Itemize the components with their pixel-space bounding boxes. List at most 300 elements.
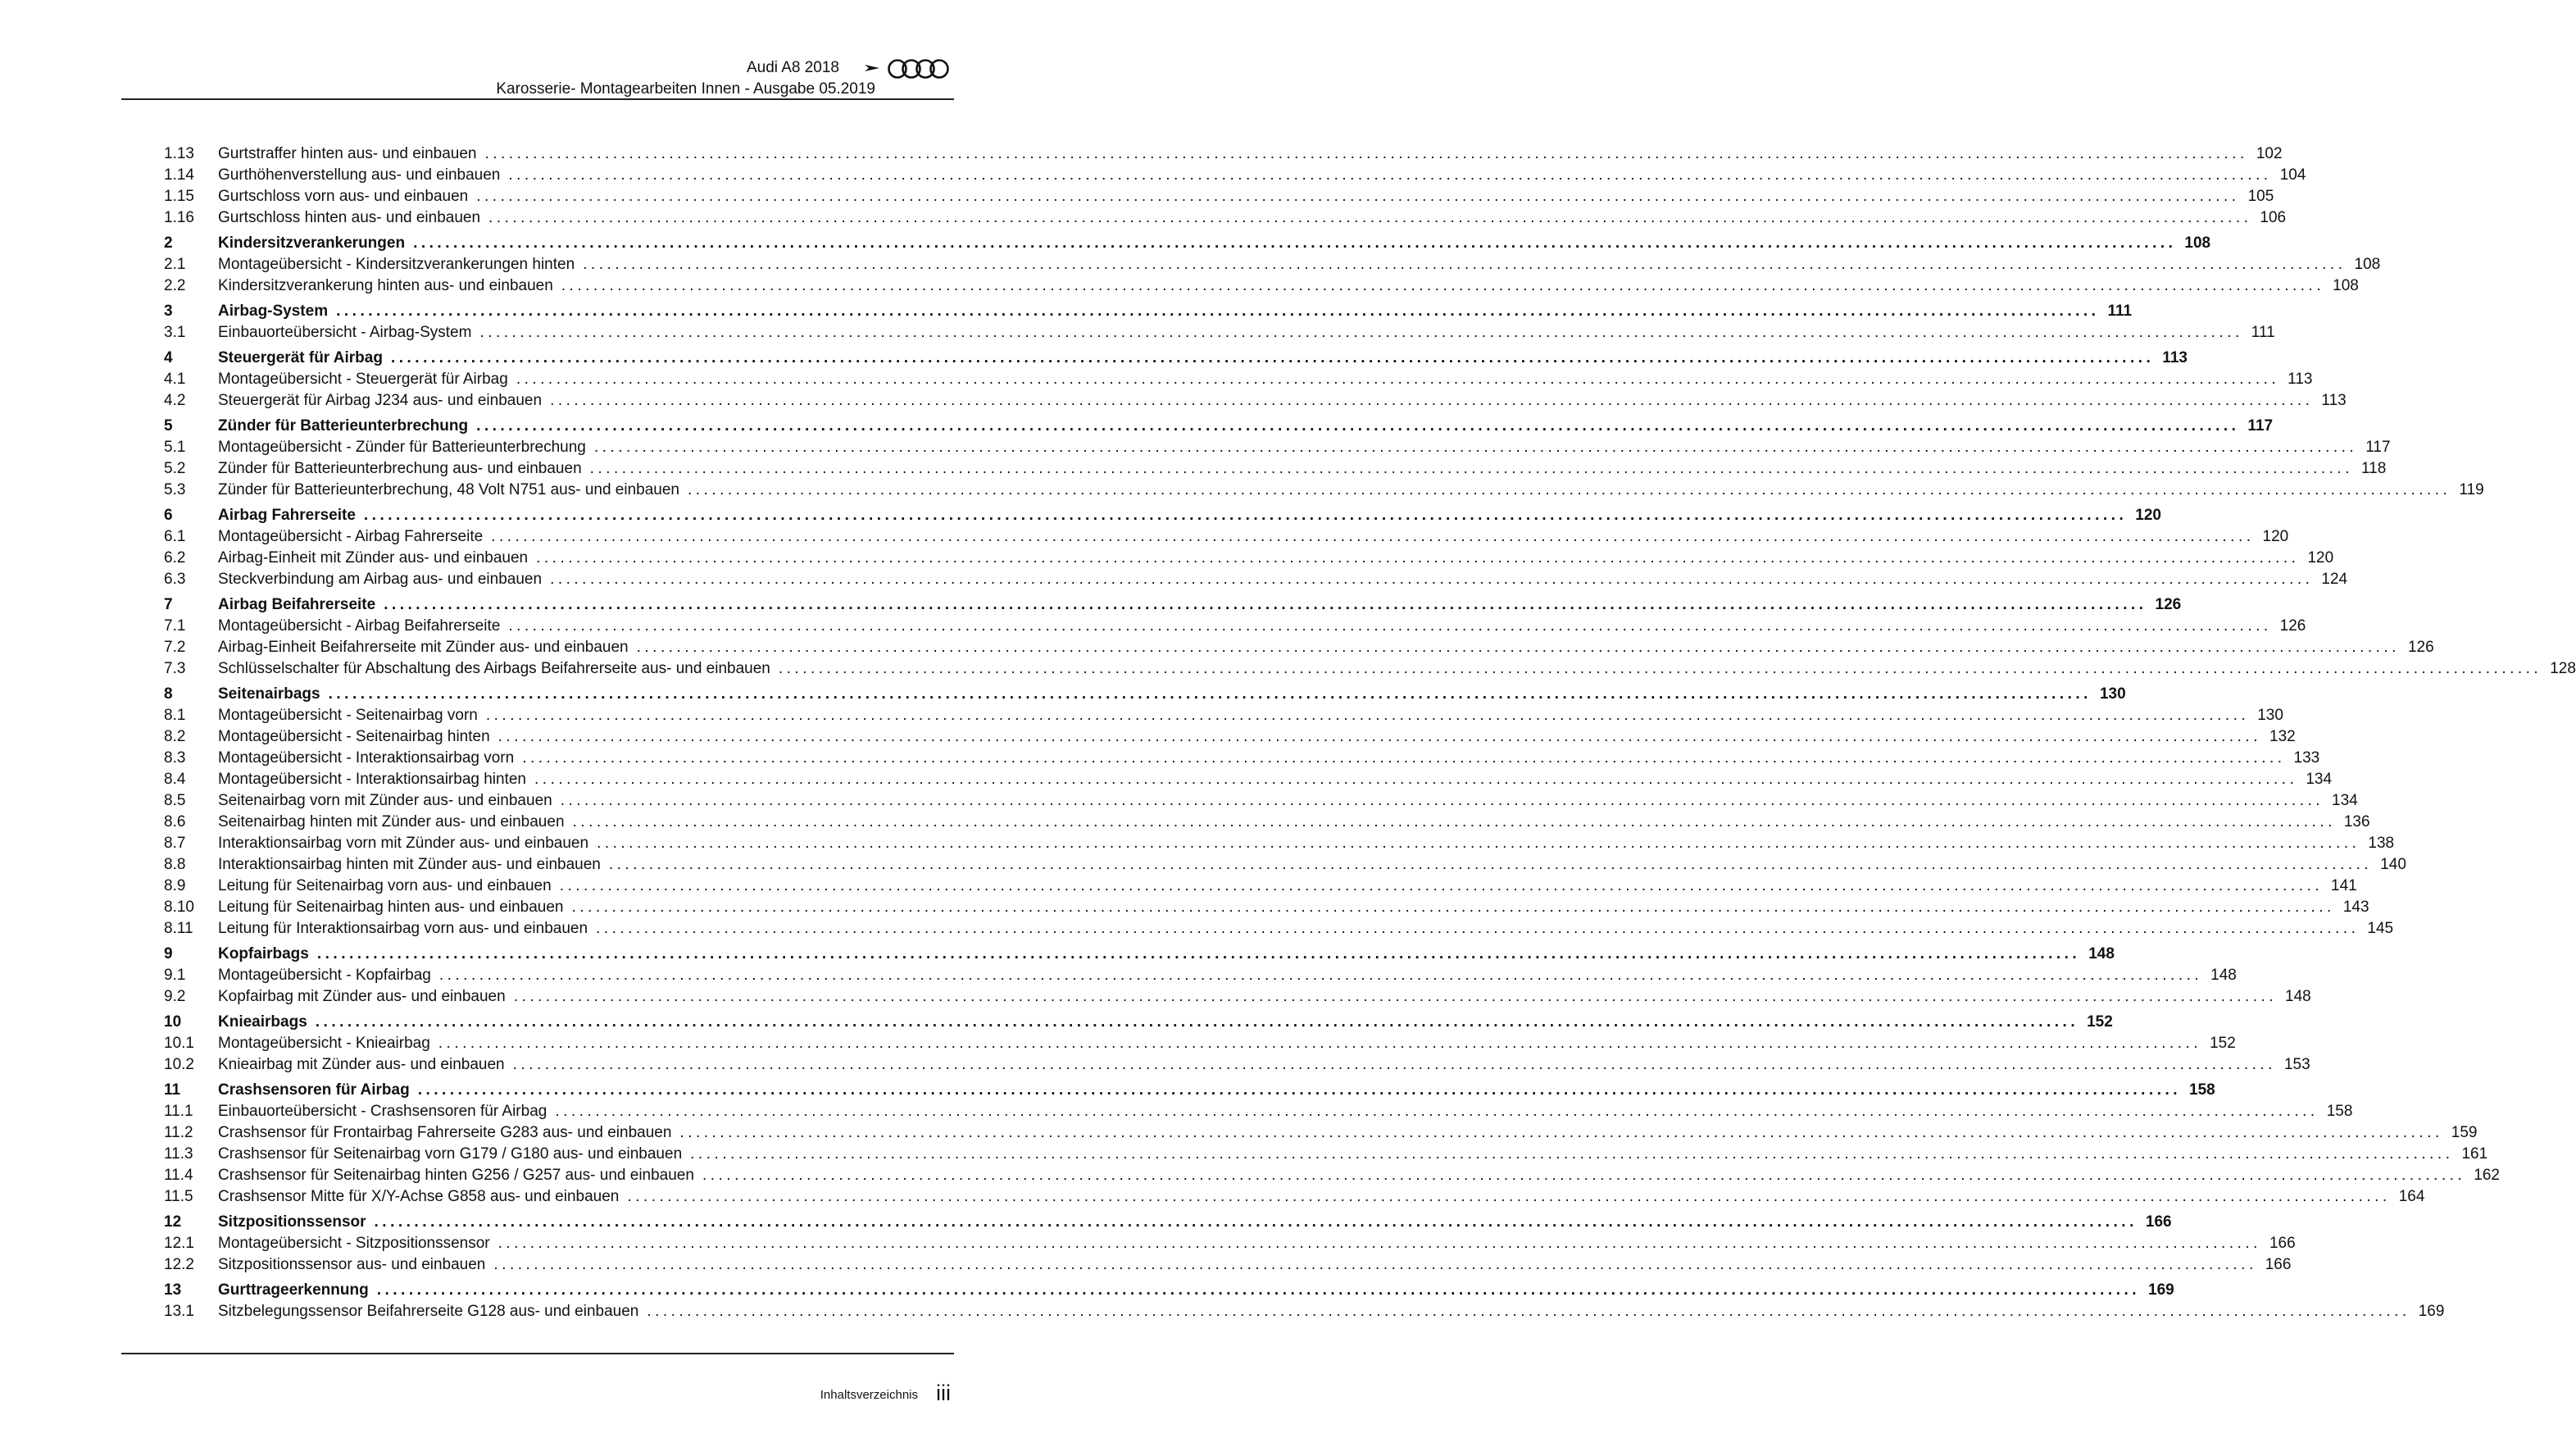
toc-entry-page: 158	[2189, 1081, 2215, 1099]
toc-dot-leader: ............................................................................................................................................................................................................................	[560, 792, 2324, 809]
toc-entry-body	[218, 616, 2306, 637]
toc-entry-title: Steckverbindung am Airbag aus- und einbauen	[218, 571, 543, 588]
toc-entry-page: 126	[2155, 596, 2182, 613]
toc-entry-row[interactable]	[164, 1101, 2353, 1122]
toc-chapter-row[interactable]	[164, 233, 2211, 254]
toc-entry-page: 148	[2088, 945, 2115, 962]
toc-entry-number: 8.1	[164, 707, 186, 724]
toc-entry-row[interactable]	[164, 965, 2237, 986]
toc-entry-title: Kindersitzverankerungen	[218, 234, 406, 252]
toc-entry-title: Einbauorteübersicht - Crashsensoren für Airbag	[218, 1103, 547, 1120]
toc-dot-leader: ............................................................................................................................................................................................................................	[534, 771, 2298, 788]
toc-entry-title: Kindersitzverankerung hinten aus- und einbauen	[218, 277, 553, 294]
toc-entry-row[interactable]	[164, 526, 2289, 548]
toc-dot-leader: ............................................................................................................................................................................................................................	[596, 920, 2360, 937]
toc-entry-number: 7	[164, 596, 173, 613]
toc-entry-body	[218, 1122, 2478, 1144]
toc-entry-page: 126	[2407, 639, 2434, 656]
toc-entry-title: Montageübersicht - Steuergerät für Airbag	[218, 371, 508, 388]
toc-entry-page: 136	[2343, 813, 2370, 830]
toc-entry-row[interactable]	[164, 986, 2311, 1008]
toc-entry-page: 120	[2262, 528, 2289, 545]
toc-entry-title: Sitzpositionssensor aus- und einbauen	[218, 1256, 486, 1273]
toc-entry-row[interactable]	[164, 254, 2381, 275]
toc-entry-page: 130	[2099, 685, 2126, 703]
toc-entry-title: Montageübersicht - Airbag Fahrerseite	[218, 528, 484, 545]
toc-chapter-row[interactable]	[164, 348, 2188, 369]
toc-entry-title: Crashsensor für Frontairbag Fahrerseite G283 aus- und einbauen	[218, 1124, 672, 1141]
toc-dot-leader: ............................................................................................................................................................................................................................	[550, 392, 2314, 409]
toc-entry-row[interactable]	[164, 569, 2348, 590]
toc-entry-title: Airbag Fahrerseite	[218, 507, 356, 524]
toc-dot-leader: ............................................................................................................................................................................................................................	[374, 1213, 2138, 1231]
toc-entry-title: Kopfairbag mit Zünder aus- und einbauen	[218, 988, 506, 1005]
toc-entry-title: Crashsensoren für Airbag	[218, 1081, 410, 1099]
toc-entry-row[interactable]	[164, 143, 2283, 165]
toc-entry-title: Seitenairbag hinten mit Zünder aus- und einbauen	[218, 813, 565, 830]
toc-entry-page: 134	[2306, 771, 2333, 788]
toc-entry-title: Sitzbelegungssensor Beifahrerseite G128 aus- und einbauen	[218, 1303, 639, 1320]
toc-dot-leader: ............................................................................................................................................................................................................................	[488, 209, 2252, 226]
toc-chapter-row[interactable]	[164, 1212, 2172, 1233]
toc-entry-title: Montageübersicht - Seitenairbag vorn	[218, 707, 478, 724]
toc-dot-leader: ............................................................................................................................................................................................................................	[493, 1256, 2257, 1273]
toc-entry-number: 8.2	[164, 728, 186, 745]
toc-entry-body	[218, 1212, 2172, 1233]
toc-entry-body	[218, 965, 2237, 986]
toc-entry-row[interactable]	[164, 854, 2406, 876]
toc-chapter-row[interactable]	[164, 416, 2274, 437]
toc-entry-row[interactable]	[164, 637, 2434, 658]
toc-entry-page: 126	[2279, 617, 2306, 635]
toc-entry-number: 4.1	[164, 371, 186, 388]
toc-dot-leader: ............................................................................................................................................................................................................................	[508, 166, 2272, 184]
toc-entry-row[interactable]	[164, 1033, 2236, 1054]
toc-entry-title: Montageübersicht - Zünder für Batterieunterbrechung	[218, 439, 586, 456]
toc-entry-number: 8.6	[164, 813, 186, 830]
toc-chapter-row[interactable]	[164, 594, 2182, 616]
toc-entry-number: 6	[164, 507, 173, 524]
toc-entry-body	[218, 790, 2358, 812]
toc-entry-row[interactable]	[164, 833, 2395, 854]
toc-entry-body	[218, 233, 2211, 254]
toc-dot-leader: ............................................................................................................................................................................................................................	[608, 856, 2373, 873]
toc-dot-leader: ............................................................................................................................................................................................................................	[597, 835, 2360, 852]
toc-entry-page: 153	[2283, 1056, 2310, 1073]
toc-entry-title: Montageübersicht - Interaktionsairbag hinten	[218, 771, 527, 788]
toc-chapter-row[interactable]	[164, 1012, 2113, 1033]
toc-entry-body	[218, 1101, 2353, 1122]
toc-entry-title: Montageübersicht - Knieairbag	[218, 1035, 430, 1052]
toc-entry-row[interactable]	[164, 790, 2358, 812]
header-model: Audi A8 2018	[746, 59, 839, 76]
toc-dot-leader: ............................................................................................................................................................................................................................	[778, 660, 2542, 677]
toc-entry-row[interactable]	[164, 369, 2313, 390]
toc-entry-row[interactable]	[164, 322, 2275, 344]
toc-entry-number: 8.7	[164, 835, 186, 852]
toc-entry-number: 1.15	[164, 188, 194, 205]
toc-entry-title: Gurtschloss vorn aus- und einbauen	[218, 188, 469, 205]
toc-entry-page: 106	[2260, 209, 2287, 226]
toc-entry-page: 164	[2398, 1188, 2425, 1205]
toc-chapter-row[interactable]	[164, 944, 2115, 965]
toc-entry-body	[218, 207, 2287, 229]
toc-entry-number: 6.3	[164, 571, 186, 588]
toc-dot-leader: ............................................................................................................................................................................................................................	[536, 549, 2300, 567]
toc-dot-leader: ............................................................................................................................................................................................................................	[516, 371, 2280, 388]
toc-entry-body	[218, 1012, 2113, 1033]
toc-entry-body	[218, 165, 2306, 186]
toc-entry-page: 161	[2461, 1145, 2488, 1163]
toc-entry-page: 113	[2288, 371, 2313, 388]
toc-entry-row[interactable]	[164, 275, 2359, 297]
toc-entry-body	[218, 1280, 2174, 1301]
toc-entry-title: Interaktionsairbag hinten mit Zünder aus- und einbauen	[218, 856, 601, 873]
toc-entry-title: Steuergerät für Airbag	[218, 349, 383, 366]
toc-entry-row[interactable]	[164, 897, 2369, 918]
toc-entry-body	[218, 726, 2296, 748]
toc-chapter-row[interactable]	[164, 1280, 2174, 1301]
toc-dot-leader: ............................................................................................................................................................................................................................	[647, 1303, 2410, 1320]
toc-entry-title: Crashsensor für Seitenairbag vorn G179 / G180 aus- und einbauen	[218, 1145, 683, 1163]
toc-entry-title: Knieairbags	[218, 1013, 307, 1031]
toc-dot-leader: ............................................................................................................................................................................................................................	[376, 1281, 2141, 1299]
toc-entry-row[interactable]	[164, 390, 2347, 412]
toc-dot-leader: ............................................................................................................................................................................................................................	[636, 639, 2400, 656]
toc-entry-title: Schlüsselschalter für Abschaltung des Airbags Beifahrerseite aus- und einbauen	[218, 660, 770, 677]
toc-entry-body	[218, 548, 2334, 569]
toc-entry-page: 117	[2247, 417, 2274, 435]
toc-entry-row[interactable]	[164, 480, 2484, 501]
toc-entry-number: 3	[164, 303, 173, 320]
toc-entry-title: Leitung für Interaktionsairbag vorn aus- und einbauen	[218, 920, 588, 937]
toc-chapter-row[interactable]	[164, 505, 2161, 526]
toc-entry-title: Gurtstraffer hinten aus- und einbauen	[218, 145, 477, 162]
toc-entry-body	[218, 748, 2320, 769]
page-footer	[0, 1345, 1016, 1410]
toc-entry-row[interactable]	[164, 812, 2370, 833]
toc-entry-title: Montageübersicht - Seitenairbag hinten	[218, 728, 490, 745]
toc-entry-page: 128	[2550, 660, 2576, 677]
toc-entry-page: 141	[2331, 877, 2357, 894]
toc-entry-row[interactable]	[164, 548, 2334, 569]
toc-entry-page: 111	[2107, 303, 2133, 320]
toc-dot-leader: ............................................................................................................................................................................................................................	[583, 256, 2347, 273]
toc-entry-body	[218, 1080, 2215, 1101]
toc-entry-page: 124	[2321, 571, 2348, 588]
toc-entry-number: 11.3	[164, 1145, 193, 1163]
toc-entry-number: 11.2	[164, 1124, 193, 1141]
toc-dot-leader: ............................................................................................................................................................................................................................	[688, 481, 2451, 498]
toc-entry-title: Seitenairbag vorn mit Zünder aus- und einbauen	[218, 792, 552, 809]
toc-entry-row[interactable]	[164, 1254, 2292, 1276]
table-of-contents	[164, 143, 2576, 1322]
header-divider	[121, 98, 954, 100]
toc-entry-title: Zünder für Batterieunterbrechung, 48 Volt N751 aus- und einbauen	[218, 481, 679, 498]
toc-entry-body	[218, 854, 2406, 876]
toc-entry-title: Airbag-Einheit Beifahrerseite mit Zünder aus- und einbauen	[218, 639, 629, 656]
toc-dot-leader: ............................................................................................................................................................................................................................	[476, 188, 2240, 205]
toc-chapter-row[interactable]	[164, 1080, 2215, 1101]
toc-entry-body	[218, 944, 2115, 965]
arrow-right-icon	[864, 60, 880, 76]
toc-entry-number: 8.11	[164, 920, 193, 937]
toc-entry-page: 140	[2380, 856, 2406, 873]
toc-entry-page: 113	[2162, 349, 2188, 366]
toc-entry-body	[218, 812, 2370, 833]
toc-entry-number: 9.1	[164, 967, 186, 984]
toc-entry-row[interactable]	[164, 658, 2576, 680]
toc-entry-page: 166	[2269, 1235, 2296, 1252]
toc-entry-number: 8.8	[164, 856, 186, 873]
toc-entry-row[interactable]	[164, 1054, 2310, 1076]
toc-entry-page: 162	[2474, 1167, 2500, 1184]
toc-entry-number: 8.4	[164, 771, 186, 788]
toc-entry-number: 4.2	[164, 392, 186, 409]
toc-entry-body	[218, 301, 2133, 322]
toc-entry-row[interactable]	[164, 726, 2296, 748]
toc-entry-title: Leitung für Seitenairbag hinten aus- und einbauen	[218, 899, 564, 916]
toc-dot-leader: ............................................................................................................................................................................................................................	[476, 417, 2240, 435]
toc-dot-leader: ............................................................................................................................................................................................................................	[559, 877, 2324, 894]
toc-entry-number: 6.2	[164, 549, 186, 567]
toc-entry-page: 159	[2451, 1124, 2478, 1141]
toc-entry-row[interactable]	[164, 207, 2287, 229]
toc-entry-title: Gurtschloss hinten aus- und einbauen	[218, 209, 481, 226]
toc-entry-page: 152	[2087, 1013, 2113, 1031]
toc-entry-page: 119	[2459, 481, 2484, 498]
toc-entry-page: 120	[2307, 549, 2334, 567]
toc-entry-page: 166	[2265, 1256, 2292, 1273]
toc-entry-title: Airbag-System	[218, 303, 329, 320]
toc-entry-number: 7.3	[164, 660, 186, 677]
toc-entry-page: 143	[2342, 899, 2369, 916]
toc-entry-body	[218, 437, 2391, 458]
toc-entry-row[interactable]	[164, 748, 2320, 769]
toc-dot-leader: ............................................................................................................................................................................................................................	[438, 1035, 2202, 1052]
toc-entry-number: 5.3	[164, 481, 186, 498]
toc-entry-number: 11	[164, 1081, 181, 1099]
toc-entry-number: 2.1	[164, 256, 186, 273]
toc-entry-title: Steuergerät für Airbag J234 aus- und einbauen	[218, 392, 543, 409]
toc-entry-title: Kopfairbags	[218, 945, 309, 962]
toc-entry-page: 145	[2367, 920, 2394, 937]
toc-dot-leader: ............................................................................................................................................................................................................................	[479, 324, 2243, 341]
toc-dot-leader: ............................................................................................................................................................................................................................	[572, 813, 2336, 830]
toc-entry-body	[218, 186, 2274, 207]
toc-entry-title: Interaktionsairbag vorn mit Zünder aus- und einbauen	[218, 835, 589, 852]
toc-entry-page: 113	[2321, 392, 2347, 409]
toc-entry-body	[218, 876, 2357, 897]
toc-entry-row[interactable]	[164, 458, 2387, 480]
toc-entry-number: 8.3	[164, 749, 186, 767]
toc-dot-leader: ............................................................................................................................................................................................................................	[690, 1145, 2454, 1163]
toc-entry-number: 2	[164, 234, 173, 252]
toc-entry-number: 5	[164, 417, 173, 435]
toc-entry-body	[218, 348, 2188, 369]
toc-entry-number: 8	[164, 685, 173, 703]
toc-entry-title: Einbauorteübersicht - Airbag-System	[218, 324, 472, 341]
toc-dot-leader: ............................................................................................................................................................................................................................	[555, 1103, 2319, 1120]
toc-entry-row[interactable]	[164, 1122, 2478, 1144]
toc-entry-row[interactable]	[164, 437, 2391, 458]
toc-dot-leader: ............................................................................................................................................................................................................................	[315, 1013, 2079, 1031]
toc-entry-number: 10.2	[164, 1056, 194, 1073]
toc-entry-title: Montageübersicht - Interaktionsairbag vorn	[218, 749, 515, 767]
toc-entry-body	[218, 254, 2381, 275]
toc-dot-leader: ............................................................................................................................................................................................................................	[336, 303, 2100, 320]
toc-dot-leader: ............................................................................................................................................................................................................................	[589, 460, 2353, 477]
toc-entry-body	[218, 637, 2434, 658]
toc-entry-number: 5.1	[164, 439, 186, 456]
toc-entry-title: Montageübersicht - Airbag Beifahrerseite	[218, 617, 501, 635]
toc-entry-title: Airbag-Einheit mit Zünder aus- und einbauen	[218, 549, 529, 567]
toc-chapter-row[interactable]	[164, 301, 2133, 322]
toc-dot-leader: ............................................................................................................................................................................................................................	[484, 145, 2248, 162]
toc-entry-number: 13	[164, 1281, 182, 1299]
toc-entry-number: 5.2	[164, 460, 186, 477]
toc-entry-page: 169	[2148, 1281, 2174, 1299]
toc-entry-number: 13.1	[164, 1303, 194, 1320]
toc-entry-row[interactable]	[164, 1233, 2296, 1254]
toc-entry-body	[218, 1186, 2425, 1208]
toc-entry-page: 105	[2247, 188, 2274, 205]
toc-dot-leader: ............................................................................................................................................................................................................................	[571, 899, 2335, 916]
toc-entry-body	[218, 986, 2311, 1008]
toc-entry-number: 8.5	[164, 792, 186, 809]
toc-entry-title: Knieairbag mit Zünder aus- und einbauen	[218, 1056, 505, 1073]
toc-entry-page: 134	[2332, 792, 2358, 809]
page-header	[0, 0, 1016, 107]
toc-entry-number: 1.13	[164, 145, 194, 162]
toc-entry-page: 120	[2135, 507, 2161, 524]
toc-entry-body	[218, 1254, 2292, 1276]
toc-entry-number: 12.1	[164, 1235, 194, 1252]
toc-entry-page: 133	[2293, 749, 2320, 767]
toc-entry-page: 132	[2269, 728, 2296, 745]
toc-entry-page: 148	[2285, 988, 2311, 1005]
toc-entry-number: 8.10	[164, 899, 194, 916]
toc-entry-page: 166	[2145, 1213, 2172, 1231]
toc-entry-row[interactable]	[164, 1144, 2488, 1165]
toc-dot-leader: ............................................................................................................................................................................................................................	[512, 1056, 2276, 1073]
toc-entry-body	[218, 369, 2313, 390]
toc-dot-leader: ............................................................................................................................................................................................................................	[522, 749, 2286, 767]
toc-entry-title: Montageübersicht - Kopfairbag	[218, 967, 431, 984]
toc-dot-leader: ............................................................................................................................................................................................................................	[627, 1188, 2391, 1205]
toc-entry-number: 9	[164, 945, 173, 962]
toc-entry-body	[218, 526, 2289, 548]
toc-entry-body	[218, 458, 2387, 480]
toc-entry-row[interactable]	[164, 705, 2283, 726]
toc-entry-body	[218, 918, 2394, 940]
header-subtitle: Karosserie- Montagearbeiten Innen - Ausgabe 05.2019	[496, 80, 875, 98]
toc-entry-body	[218, 1033, 2236, 1054]
toc-entry-page: 118	[2360, 460, 2387, 477]
toc-entry-page: 108	[2333, 277, 2359, 294]
toc-dot-leader: ............................................................................................................................................................................................................................	[508, 617, 2272, 635]
toc-dot-leader: ............................................................................................................................................................................................................................	[384, 596, 2147, 613]
toc-entry-number: 11.5	[164, 1188, 193, 1205]
toc-entry-page: 104	[2279, 166, 2306, 184]
toc-entry-title: Crashsensor für Seitenairbag hinten G256 / G257 aus- und einbauen	[218, 1167, 694, 1184]
toc-dot-leader: ............................................................................................................................................................................................................................	[491, 528, 2255, 545]
toc-dot-leader: ............................................................................................................................................................................................................................	[328, 685, 2092, 703]
toc-entry-body	[218, 275, 2359, 297]
toc-entry-body	[218, 1301, 2445, 1322]
toc-entry-body	[218, 833, 2395, 854]
toc-dot-leader: ............................................................................................................................................................................................................................	[513, 988, 2278, 1005]
toc-entry-title: Airbag Beifahrerseite	[218, 596, 376, 613]
toc-entry-number: 6.1	[164, 528, 186, 545]
toc-entry-number: 9.2	[164, 988, 186, 1005]
toc-dot-leader: ............................................................................................................................................................................................................................	[497, 1235, 2261, 1252]
toc-entry-body	[218, 1233, 2296, 1254]
toc-entry-page: 158	[2326, 1103, 2353, 1120]
toc-dot-leader: ............................................................................................................................................................................................................................	[561, 277, 2325, 294]
toc-entry-row[interactable]	[164, 186, 2274, 207]
toc-entry-body	[218, 416, 2274, 437]
toc-entry-title: Gurthöhenverstellung aus- und einbauen	[218, 166, 501, 184]
toc-entry-body	[218, 1144, 2488, 1165]
toc-entry-row[interactable]	[164, 769, 2333, 790]
toc-entry-page: 108	[2184, 234, 2211, 252]
toc-entry-body	[218, 1165, 2500, 1186]
toc-entry-number: 7.1	[164, 617, 186, 635]
toc-entry-body	[218, 143, 2283, 165]
toc-entry-row[interactable]	[164, 1165, 2500, 1186]
toc-entry-page: 169	[2418, 1303, 2445, 1320]
toc-entry-body	[218, 594, 2182, 616]
toc-chapter-row[interactable]	[164, 684, 2126, 705]
toc-entry-row[interactable]	[164, 165, 2306, 186]
audi-rings-icon	[887, 58, 952, 80]
toc-entry-number: 1.16	[164, 209, 194, 226]
toc-dot-leader: ............................................................................................................................................................................................................................	[679, 1124, 2443, 1141]
toc-entry-body	[218, 505, 2161, 526]
toc-entry-number: 3.1	[164, 324, 186, 341]
toc-entry-row[interactable]	[164, 918, 2394, 940]
toc-entry-number: 2.2	[164, 277, 186, 294]
toc-entry-row[interactable]	[164, 876, 2357, 897]
toc-entry-number: 10	[164, 1013, 182, 1031]
toc-entry-body	[218, 1054, 2310, 1076]
toc-dot-leader: ............................................................................................................................................................................................................................	[550, 571, 2314, 588]
toc-dot-leader: ............................................................................................................................................................................................................................	[413, 234, 2177, 252]
toc-entry-number: 1.14	[164, 166, 194, 184]
toc-entry-title: Zünder für Batterieunterbrechung	[218, 417, 469, 435]
toc-entry-title: Montageübersicht - Kindersitzverankerungen hinten	[218, 256, 575, 273]
toc-entry-row[interactable]	[164, 1186, 2425, 1208]
toc-entry-number: 10.1	[164, 1035, 194, 1052]
toc-entry-number: 11.1	[164, 1103, 193, 1120]
toc-entry-title: Montageübersicht - Sitzpositionssensor	[218, 1235, 490, 1252]
toc-entry-number: 12.2	[164, 1256, 194, 1273]
toc-entry-body	[218, 705, 2283, 726]
toc-dot-leader: ............................................................................................................................................................................................................................	[363, 507, 2128, 524]
toc-entry-page: 117	[2365, 439, 2391, 456]
toc-entry-body	[218, 480, 2484, 501]
toc-entry-page: 111	[2251, 324, 2275, 341]
toc-entry-row[interactable]	[164, 1301, 2445, 1322]
toc-entry-body	[218, 658, 2576, 680]
toc-entry-body	[218, 897, 2369, 918]
toc-entry-number: 8.9	[164, 877, 186, 894]
toc-entry-row[interactable]	[164, 616, 2306, 637]
toc-entry-title: Sitzpositionssensor	[218, 1213, 366, 1231]
toc-entry-page: 130	[2257, 707, 2283, 724]
toc-entry-body	[218, 322, 2275, 344]
